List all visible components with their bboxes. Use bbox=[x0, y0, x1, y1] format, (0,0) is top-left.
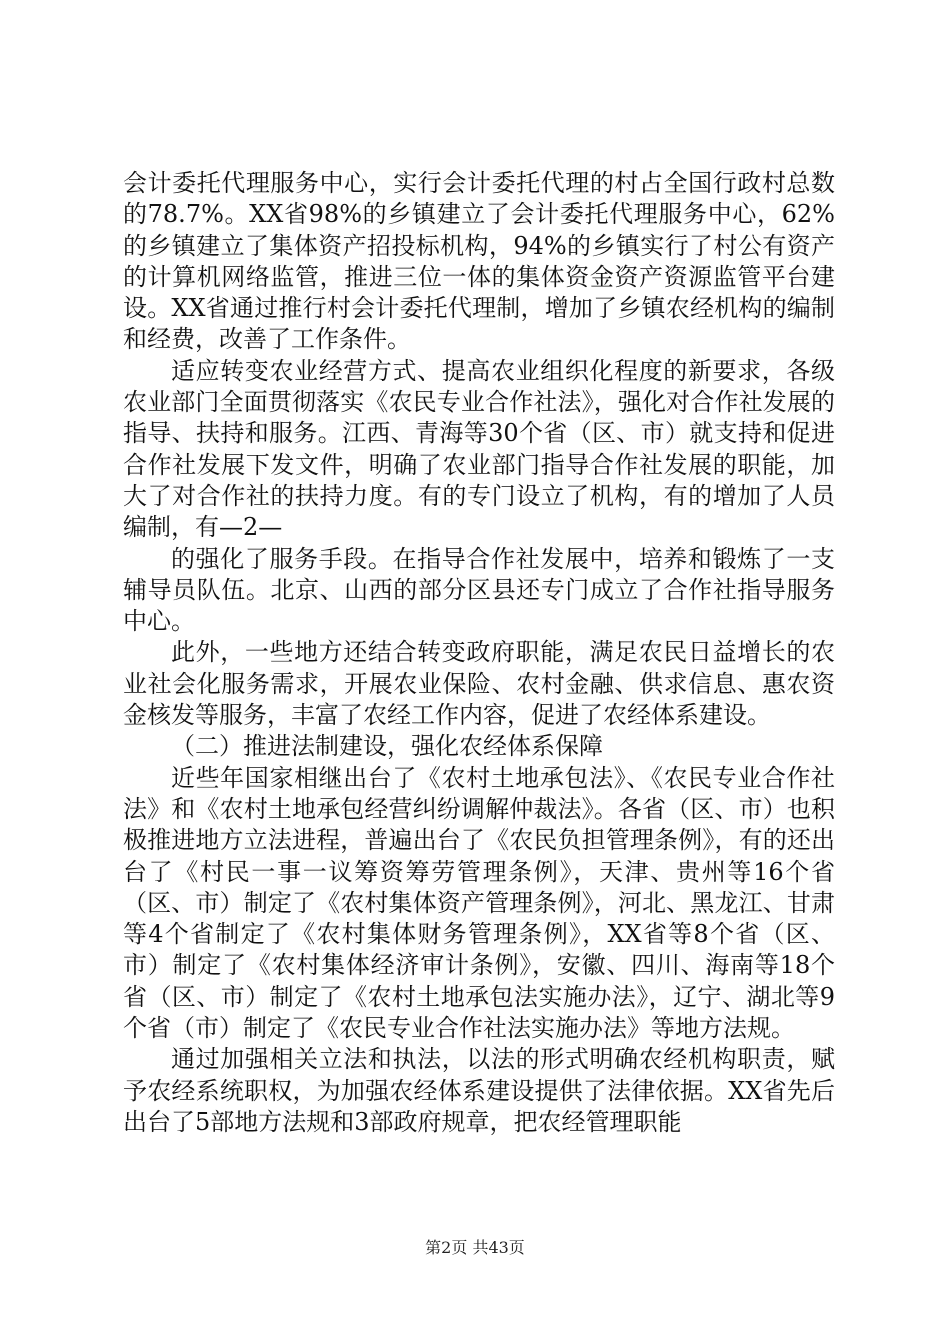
section-heading: （二）推进法制建设，强化农经体系保障 bbox=[171, 732, 603, 761]
paragraph-3: 的强化了服务手段。在指导合作社发展中，培养和锻炼了一支辅导员队伍。北京、山西的部分区县还专门成立了合作社指导服务中心。 bbox=[123, 544, 835, 636]
paragraph-6: 通过加强相关立法和执法，以法的形式明确农经机构职责，赋予农经系统职权，为加强农经体系建设提供了法律依据。XX省先后出台了5部地方法规和3部政府规章，把农经管理职能 bbox=[123, 1045, 835, 1136]
page-number: 第2页 共43页 bbox=[425, 1238, 525, 1257]
paragraph-4: 此外，一些地方还结合转变政府职能，满足农民日益增长的农业社会化服务需求，开展农业保险、农村金融、供求信息、惠农资金核发等服务，丰富了农经工作内容，促进了农经体系建设。 bbox=[123, 638, 835, 730]
paragraph-5: 近些年国家相继出台了《农村土地承包法》、《农民专业合作社法》和《农村土地承包经营纠纷调解仲裁法》。各省（区、市）也积极推进地方立法进程，普遍出台了《农民负担管理条例》，有的还出台了《村民一事一议筹资筹劳管理条例》，天津、贵州等16个省（区、市）制定了《农村集体资产管理条例》，河北、黑龙江、甘肃等4个省制定了《农村集体财务管理条例》，XX省等8个省（区、市）制定了《农村集体经济审计条例》，安徽、四川、海南等18个省（区、市）制定了《农村土地承包法实施办法》，辽宁、湖北等9个省（市）制定了《农民专业合作社法实施办法》等地方法规。 bbox=[123, 763, 835, 1043]
paragraph-2: 适应转变农业经营方式、提高农业组织化程度的新要求，各级农业部门全面贯彻落实《农民专业合作社法》，强化对合作社发展的指导、扶持和服务。江西、青海等30个省（区、市）就支持和促进合作社发展下发文件，明确了农业部门指导合作社发展的职能，加大了对合作社的扶持力度。有的专门设立了机构，有的增加了人员编制，有—2— bbox=[123, 356, 835, 542]
document-body bbox=[123, 168, 835, 1138]
page-footer bbox=[0, 1238, 950, 1258]
paragraph-1: 会计委托代理服务中心，实行会计委托代理的村占全国行政村总数的78.7%。XX省98%的乡镇建立了会计委托代理服务中心，62%的乡镇建立了集体资产招投标机构，94%的乡镇实行了村公有资产的计算机网络监管，推进三位一体的集体资金资产资源监管平台建设。XX省通过推行村会计委托代理制，增加了乡镇农经机构的编制和经费，改善了工作条件。 bbox=[123, 169, 835, 354]
